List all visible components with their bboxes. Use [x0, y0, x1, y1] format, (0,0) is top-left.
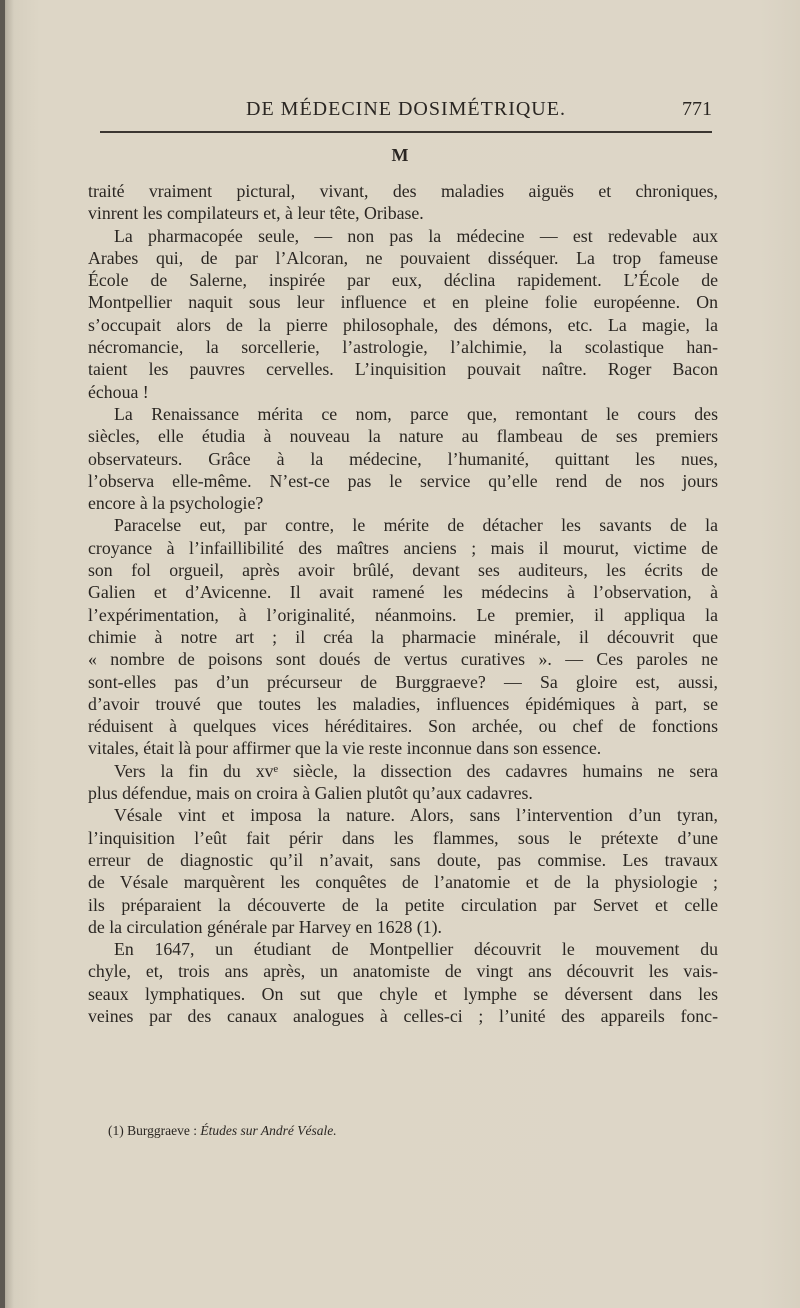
text-line: La pharmacopée seule, — non pas la médecine — est redevable aux	[114, 225, 718, 246]
text-line: de Vésale marquèrent les conquêtes de l’anatomie et de la physiologie ;	[88, 872, 718, 893]
text-line: réduisent à quelques vices héréditaires. Son archée, ou chef de fonctions	[88, 716, 718, 737]
text-line: échoua !	[88, 381, 149, 402]
text-line: observateurs. Grâce à la médecine, l’humanité, quittant les nues,	[88, 448, 718, 469]
text-line: En 1647, un étudiant de Montpellier découvrit le mouvement du	[114, 939, 718, 960]
running-title: DE MÉDECINE DOSIMÉTRIQUE.	[246, 98, 566, 120]
footnote-title: Études sur André Vésale.	[200, 1123, 337, 1138]
text-line: chyle, et, trois ans après, un anatomiste de vingt ans découvrit les vais-	[88, 961, 718, 982]
text-line: son fol orgueil, après avoir brûlé, devant ses auditeurs, les écrits de	[88, 560, 718, 581]
text-line: chimie à notre art ; il créa la pharmacie minérale, il découvrit que	[88, 626, 718, 647]
text-line: l’inquisition l’eût fait périr dans les flammes, sous le prétexte d’une	[88, 827, 718, 848]
signature-mark: M	[391, 145, 409, 165]
page-gutter-edge	[0, 0, 5, 1308]
page-number: 771	[682, 98, 712, 120]
text-line: nécromancie, la sorcellerie, l’astrologie, l’alchimie, la scolastique han-	[88, 337, 718, 358]
text-line: Paracelse eut, par contre, le mérite de détacher les savants de la	[114, 515, 718, 536]
text-line: École de Salerne, inspirée par eux, déclina rapidement. L’École de	[88, 270, 718, 291]
body-text	[88, 180, 718, 1027]
header-rule	[100, 131, 712, 133]
text-line: traité vraiment pictural, vivant, des maladies aiguës et chroniques,	[88, 181, 718, 201]
text-line: Vésale vint et imposa la nature. Alors, sans l’intervention d’un tyran,	[114, 805, 718, 826]
text-line: ils préparaient la découverte de la petite circulation par Servet et celle	[88, 894, 718, 915]
text-line: sont-elles pas d’un précurseur de Burggraeve? — Sa gloire est, aussi,	[88, 671, 718, 692]
text-line: « nombre de poisons sont doués de vertus curatives ». — Ces paroles ne	[88, 649, 718, 670]
text-line: l’observa elle-même. N’est-ce pas le service qu’elle rend de nos jours	[88, 470, 718, 491]
text-line: croyance à l’infaillibilité des maîtres anciens ; mais il mourut, victime de	[88, 537, 718, 558]
text-line: s’occupait alors de la pierre philosophale, des démons, etc. La magie, la	[88, 314, 718, 335]
text-line: La Renaissance mérita ce nom, parce que, remontant le cours des	[114, 403, 718, 424]
text-line: taient les pauvres cervelles. L’inquisition pouvait naître. Roger Bacon	[88, 359, 718, 380]
text-line: d’avoir trouvé que toutes les maladies, influences épidémiques à part, se	[88, 693, 718, 714]
text-line: encore à la psychologie?	[88, 493, 264, 514]
footnote	[108, 1123, 337, 1139]
text-line: erreur de diagnostic qu’il n’avait, sans doute, pas commise. Les travaux	[88, 849, 718, 870]
text-line: Galien et d’Avicenne. Il avait ramené les médecins à l’observation, à	[88, 582, 718, 603]
text-line: l’expérimentation, à l’originalité, néanmoins. Le premier, il appliqua la	[88, 604, 718, 625]
text-line: Arabes qui, de par l’Alcoran, ne pouvaient disséquer. La trop fameuse	[88, 247, 718, 268]
text-line: Vers la fin du xvᵉ siècle, la dissection des cadavres humains ne sera	[114, 760, 718, 781]
text-line: veines par des canaux analogues à celles-ci ; l’unité des appareils fonc-	[88, 1005, 718, 1026]
text-line: vinrent les compilateurs et, à leur tête, Oribase.	[88, 203, 424, 224]
page-header	[100, 98, 712, 128]
text-line: de la circulation générale par Harvey en 1628 (1).	[88, 916, 442, 937]
footnote-marker: (1) Burggraeve :	[108, 1123, 197, 1138]
text-line: plus défendue, mais on croira à Galien plutôt qu’aux cadavres.	[88, 783, 533, 804]
text-line: siècles, elle étudia à nouveau la nature au flambeau de ses premiers	[88, 426, 718, 447]
text-line: vitales, était là pour affirmer que la vie reste inconnue dans son essence.	[88, 738, 602, 759]
text-line: seaux lymphatiques. On sut que chyle et lymphe se déversent dans les	[88, 983, 718, 1004]
text-line: Montpellier naquit sous leur influence et en pleine folie européenne. On	[88, 292, 718, 313]
